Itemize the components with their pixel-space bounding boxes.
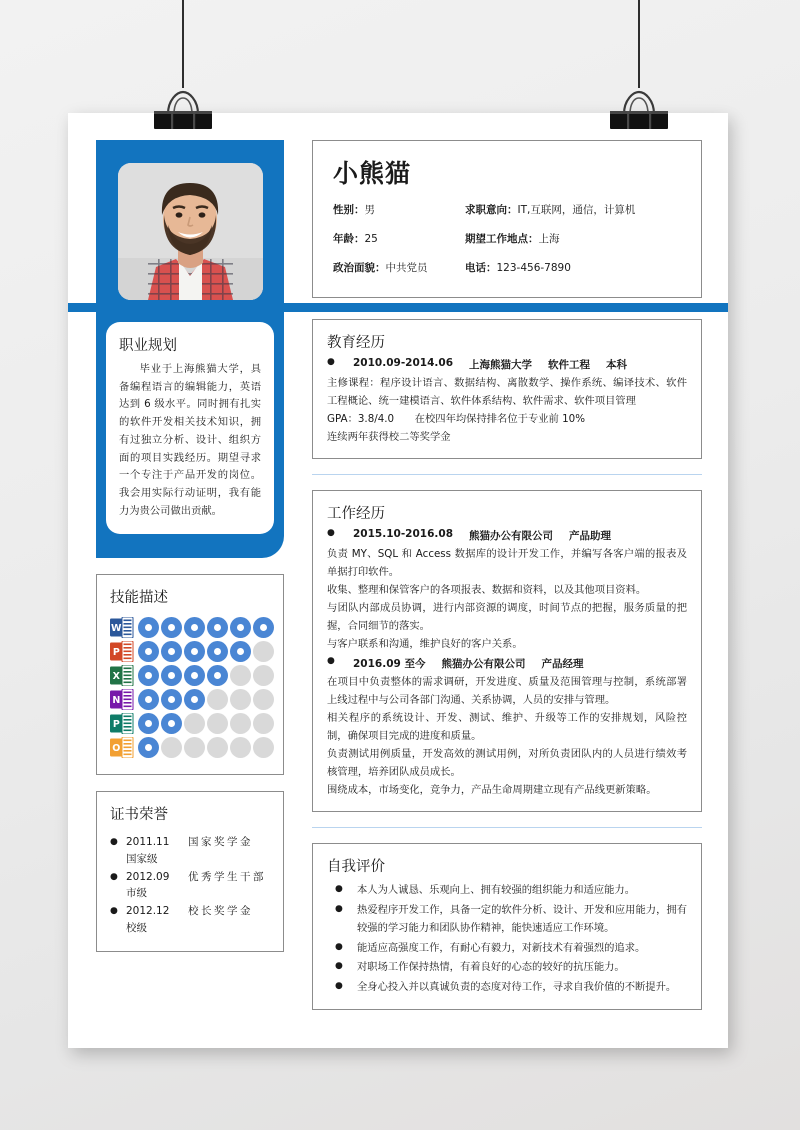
skill-dot-empty	[230, 713, 251, 734]
clip-wire-right	[638, 0, 640, 88]
work-date: 2016.09 至今	[353, 658, 426, 671]
certificate-date: 2012.09	[126, 870, 170, 883]
meta-row	[333, 231, 681, 246]
svg-text:P: P	[112, 719, 120, 731]
field-age-value: 25	[364, 233, 378, 245]
certificate-text	[126, 869, 270, 902]
resume-page	[68, 113, 728, 1048]
skill-dot-empty	[230, 665, 251, 686]
self-eval-title: 自我评价	[327, 859, 385, 876]
education-school: 上海熊猫大学	[469, 359, 533, 371]
bullet-icon: ●	[327, 528, 335, 539]
skill-dot-empty	[161, 737, 182, 758]
work-org: 熊猫办公有限公司	[441, 658, 526, 671]
field-phone-value: 123-456-7890	[496, 262, 571, 274]
field-phone	[465, 260, 681, 275]
skill-dot-empty	[253, 665, 274, 686]
self-eval-list	[327, 881, 687, 996]
certificates-title: 证书荣誉	[110, 807, 168, 824]
career-plan-body: 毕业于上海熊猫大学，具备编程语言的编辑能力，英语达到 6 级水平。同时拥有扎实的软件开发相关技术知识，拥有过独立分析、设计、组织方面的项目实践经历。期望寻求一个专注于产品开发的岗位。我会用实际行动证明，我有能力为贵公司做出贡献。	[119, 363, 261, 517]
certificate-level: 市级	[126, 887, 147, 900]
bullet-icon: ●	[110, 871, 118, 882]
skill-level-dots	[138, 737, 274, 758]
skill-row	[110, 713, 270, 734]
education-line: 主修课程：程序设计语言、数据结构、离散数学、操作系统、编译技术、软件工程概论、统一建模语言、软件体系结构、软件需求、软件项目管理	[327, 377, 687, 408]
certificate-line	[126, 869, 270, 885]
skill-dot-filled	[161, 617, 182, 638]
skill-row	[110, 617, 270, 638]
powerpoint-icon	[110, 641, 134, 662]
work-card	[312, 490, 702, 812]
skill-row	[110, 689, 270, 710]
field-location	[465, 231, 681, 246]
section-divider	[312, 827, 702, 828]
svg-text:O: O	[112, 743, 121, 755]
skill-dot-empty	[230, 689, 251, 710]
svg-text:X: X	[112, 671, 120, 683]
excel-icon	[110, 665, 134, 686]
self-eval-item	[327, 881, 687, 900]
skill-dot-filled	[184, 689, 205, 710]
skill-dot-filled	[138, 617, 159, 638]
work-entry-head	[327, 528, 687, 543]
header-card	[312, 140, 702, 298]
education-line: GPA：3.8/4.0 在校四年均保持排名位于专业前 10%	[327, 413, 585, 426]
meta-row	[333, 202, 681, 217]
skill-dot-filled	[161, 713, 182, 734]
bullet-icon: ●	[335, 903, 343, 914]
self-eval-item	[327, 958, 687, 977]
onenote-icon	[110, 689, 134, 710]
word-icon	[110, 617, 134, 638]
work-line: 与客户联系和沟通，维护良好的客户关系。	[327, 638, 523, 651]
field-age	[333, 231, 465, 246]
field-phone-label: 电话：	[465, 262, 497, 274]
work-line: 与团队内部成员协调，进行内部资源的调度，时间节点的把握，服务质量的把握，合同细节的落实。	[327, 602, 687, 633]
field-objective	[465, 202, 681, 217]
skill-dot-filled	[207, 641, 228, 662]
certificate-name: 校长奖学金	[188, 905, 253, 918]
work-line: 负责 MY、SQL 和 Access 数据库的设计开发工作，并编写各客户端的报表及单据打印软件。	[327, 548, 687, 579]
certificate-date: 2012.12	[126, 905, 170, 918]
certificate-level: 校级	[126, 921, 147, 934]
work-line: 围绕成本，市场变化，竞争力，产品生命周期建立现有产品线更新策略。	[327, 784, 657, 797]
portrait-photo	[118, 163, 263, 300]
skill-dot-empty	[253, 641, 274, 662]
right-column	[312, 319, 702, 1010]
skill-dot-filled	[138, 689, 159, 710]
skill-dot-empty	[207, 689, 228, 710]
skill-dot-filled	[230, 641, 251, 662]
binder-clip-left	[150, 80, 216, 130]
bullet-icon: ●	[335, 884, 343, 895]
education-degree: 本科	[606, 359, 628, 371]
self-eval-text: 对职场工作保持热情，有着良好的心态的较好的抗压能力。	[357, 961, 625, 974]
binder-clip-right	[606, 80, 672, 130]
field-location-label: 期望工作地点：	[465, 233, 539, 245]
svg-text:W: W	[111, 623, 122, 635]
skill-dot-filled	[184, 665, 205, 686]
bullet-icon: ●	[335, 980, 343, 991]
skill-dot-filled	[138, 665, 159, 686]
skill-dot-empty	[207, 737, 228, 758]
work-role: 产品助理	[569, 530, 612, 543]
education-entry-head	[327, 357, 687, 372]
education-major: 软件工程	[548, 359, 591, 371]
skill-dot-empty	[253, 689, 274, 710]
self-eval-item	[327, 939, 687, 958]
certificate-name: 国家奖学金	[188, 836, 253, 849]
certificate-text	[126, 903, 270, 936]
certificates-list	[110, 834, 270, 936]
work-line: 在项目中负责整体的需求调研，开发进度、质量及范围管理与控制，系统部署上线过程中与公司各部门沟通、关系协调，人员的安排与管理。	[327, 676, 687, 707]
work-entries	[327, 528, 687, 799]
photo-panel	[96, 140, 284, 323]
certificate-text	[126, 834, 270, 867]
education-date: 2010.09-2014.06	[353, 357, 454, 369]
certificate-item	[110, 834, 270, 867]
skill-dot-empty	[207, 713, 228, 734]
skill-dot-empty	[184, 713, 205, 734]
self-eval-card	[312, 843, 702, 1010]
skill-row	[110, 737, 270, 758]
field-political-label: 政治面貌：	[333, 262, 386, 274]
self-eval-text: 全身心投入并以真诚负责的态度对待工作，寻求自我价值的不断提升。	[357, 980, 677, 993]
work-line: 相关程序的系统设计、开发、测试、维护、升级等工作的安排规划，风险控制，确保项目完成的进度和质量。	[327, 712, 687, 743]
skill-level-dots	[138, 689, 274, 710]
clip-wire-left	[182, 0, 184, 88]
skill-dot-filled	[184, 641, 205, 662]
skills-card	[96, 574, 284, 775]
certificate-line	[126, 903, 270, 919]
skill-dot-filled	[230, 617, 251, 638]
work-line: 负责测试用例质量，开发高效的测试用例，对所负责团队内的人员进行绩效考核管理，培养团队成员成长。	[327, 748, 687, 779]
work-entry-head	[327, 656, 687, 671]
skill-dot-empty	[230, 737, 251, 758]
skill-dot-empty	[253, 713, 274, 734]
education-title: 教育经历	[327, 335, 385, 351]
skill-level-dots	[138, 665, 274, 686]
skill-dot-filled	[184, 617, 205, 638]
skill-dot-empty	[184, 737, 205, 758]
field-political	[333, 260, 465, 275]
bullet-icon: ●	[110, 837, 118, 848]
skill-level-dots	[138, 641, 274, 662]
career-plan-card	[106, 322, 274, 534]
certificate-item	[110, 903, 270, 936]
work-org: 熊猫办公有限公司	[469, 530, 554, 543]
field-gender	[333, 202, 465, 217]
certificate-line	[126, 834, 270, 850]
self-eval-item	[327, 901, 687, 938]
skill-dot-filled	[207, 665, 228, 686]
skills-title: 技能描述	[110, 590, 168, 607]
page-title: 小熊猫	[333, 159, 412, 188]
skill-row	[110, 665, 270, 686]
outlook-icon	[110, 737, 134, 758]
skills-grid	[110, 617, 270, 758]
bullet-icon: ●	[327, 656, 335, 667]
bullet-icon: ●	[110, 906, 118, 917]
self-eval-item	[327, 978, 687, 997]
field-objective-value: IT,互联网，通信，计算机	[517, 204, 636, 216]
certificate-item	[110, 869, 270, 902]
self-eval-text: 热爱程序开发工作，具备一定的软件分析、设计、开发和应用能力，拥有较强的学习能力和团队协作精神，能快速适应工作环境。	[357, 903, 687, 935]
field-location-value: 上海	[538, 233, 560, 245]
certificate-level: 国家级	[126, 852, 158, 865]
avatar	[118, 163, 263, 300]
skill-level-dots	[138, 713, 274, 734]
field-political-value: 中共党员	[385, 262, 428, 274]
work-date: 2015.10-2016.08	[353, 528, 454, 541]
field-objective-label: 求职意向：	[465, 204, 518, 216]
skill-dot-filled	[138, 737, 159, 758]
skill-dot-filled	[207, 617, 228, 638]
work-title: 工作经历	[327, 506, 385, 523]
field-gender-value: 男	[364, 204, 375, 216]
publisher-icon	[110, 713, 134, 734]
meta-row	[333, 260, 681, 275]
bullet-icon: ●	[335, 941, 343, 952]
skill-dot-filled	[161, 665, 182, 686]
skill-dot-filled	[161, 689, 182, 710]
skill-dot-filled	[161, 641, 182, 662]
work-role: 产品经理	[541, 658, 584, 671]
section-divider	[312, 474, 702, 475]
skill-dot-empty	[253, 737, 274, 758]
certificate-name: 优秀学生干部	[188, 870, 266, 883]
self-eval-text: 本人为人诚恳、乐观向上、拥有较强的组织能力和适应能力。	[357, 884, 636, 897]
field-gender-label: 性别：	[333, 204, 365, 216]
education-line: 连续两年获得校二等奖学金	[327, 431, 451, 444]
certificates-card	[96, 791, 284, 952]
career-plan-block	[96, 312, 284, 558]
skill-dot-filled	[138, 713, 159, 734]
skill-row	[110, 641, 270, 662]
work-line: 收集、整理和保管客户的各项报表、数据和资料，以及其他项目资料。	[327, 584, 647, 597]
svg-text:N: N	[112, 695, 121, 707]
skill-level-dots	[138, 617, 274, 638]
certificate-date: 2011.11	[126, 836, 170, 849]
career-plan-title: 职业规划	[119, 338, 177, 354]
bullet-icon: ●	[335, 961, 343, 972]
left-column	[96, 312, 296, 952]
svg-text:P: P	[112, 647, 120, 659]
education-card	[312, 319, 702, 459]
self-eval-text: 能适应高强度工作，有耐心有毅力，对新技术有着强烈的追求。	[357, 941, 646, 954]
field-age-label: 年龄：	[333, 233, 365, 245]
skill-dot-filled	[253, 617, 274, 638]
bullet-icon: ●	[327, 357, 335, 367]
skill-dot-filled	[138, 641, 159, 662]
